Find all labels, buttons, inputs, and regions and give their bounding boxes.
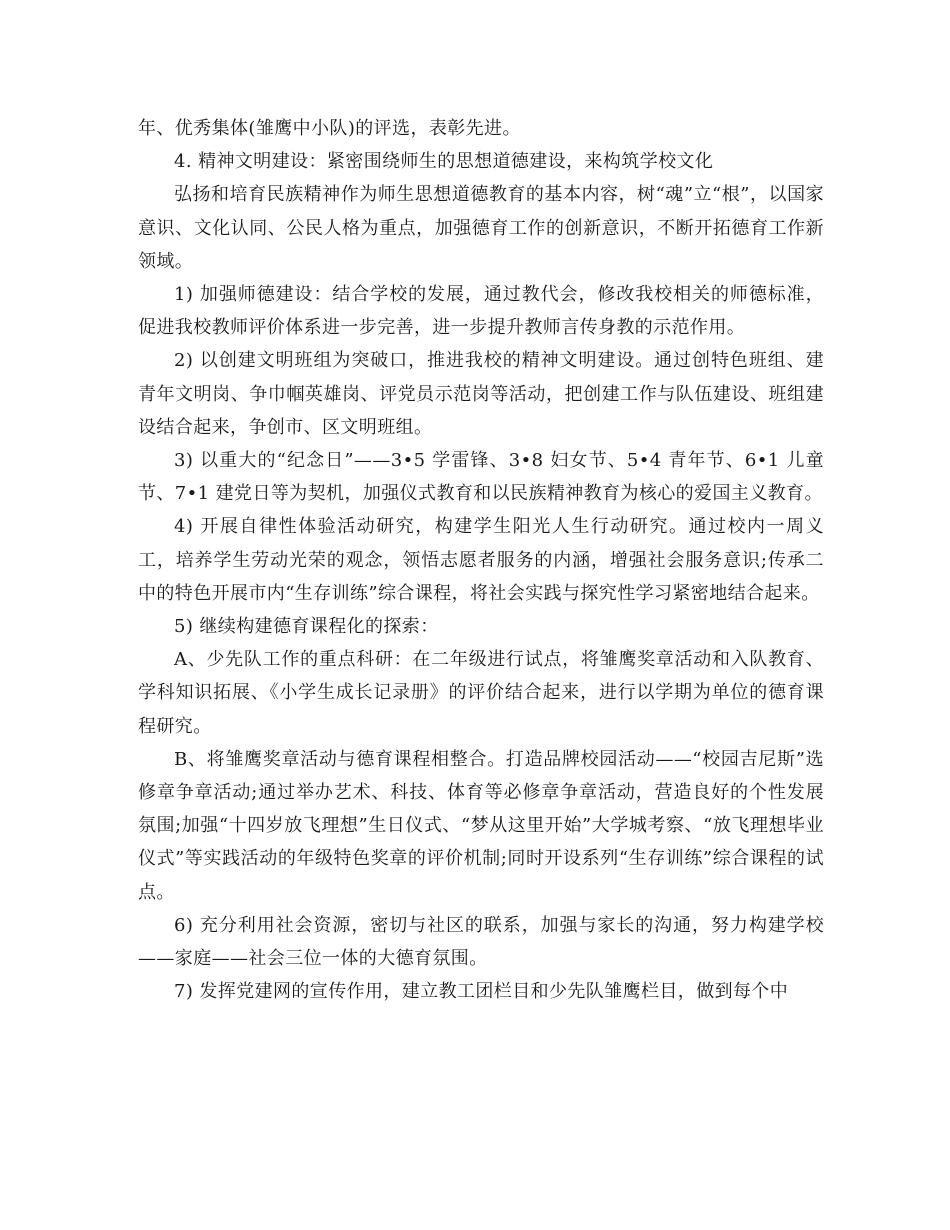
paragraph-item-1: 1) 加强师德建设：结合学校的发展，通过教代会，修改我校相关的师德标准，促进我校教师评价体系进一步完善，进一步提升教师言传身教的示范作用。 (138, 284, 824, 339)
paragraph-item-5a: A、少先队工作的重点科研：在二年级进行试点，将雏鹰奖章活动和入队教育、学科知识拓展、《小学生成长记录册》的评价结合起来，进行以学期为单位的德育课程研究。 (138, 649, 824, 737)
paragraph-item-6: 6) 充分利用社会资源，密切与社区的联系，加强与家长的沟通，努力构建学校——家庭——社会三位一体的大德育氛围。 (138, 914, 824, 970)
paragraph-item-5b: B、将雏鹰奖章活动与德育课程相整合。打造品牌校园活动——“校园吉尼斯”选修章争章活动;通过举办艺术、科技、体育等必修章争章活动，营造良好的个性发展氛围;加强“十四岁放飞理想”生日仪式、“梦从这里开始”大学城考察、“放飞理想毕业仪式”等实践活动的年级特色奖章的评价机制;同时开设系列“生存训练”综合课程的试点。 (138, 748, 824, 903)
paragraph-item-4: 4) 开展自律性体验活动研究，构建学生阳光人生行动研究。通过校内一周义工，培养学生劳动光荣的观念，领悟志愿者服务的内涵，增强社会服务意识;传承二中的特色开展市内“生存训练”综合课程，将社会实践与探究性学习紧密地结合起来。 (138, 516, 824, 604)
paragraph-national-spirit: 弘扬和培育民族精神作为师生思想道德教育的基本内容，树“魂”立“根”，以国家意识、文化认同、公民人格为重点，加强德育工作的创新意识，不断开拓德育工作新领域。 (138, 184, 824, 272)
paragraph-item-2: 2) 以创建文明班组为突破口，推进我校的精神文明建设。通过创特色班组、建青年文明岗、争巾帼英雄岗、评党员示范岗等活动，把创建工作与队伍建设、班组建设结合起来，争创市、区文明班组。 (138, 350, 824, 438)
paragraph-item-7: 7) 发挥党建网的宣传作用，建立教工团栏目和少先队雏鹰栏目，做到每个中 (174, 981, 789, 1003)
paragraph-section-4-heading: 4. 精神文明建设：紧密围绕师生的思想道德建设，来构筑学校文化 (174, 151, 714, 173)
paragraph-continuation: 年、优秀集体(雏鹰中小队)的评选，表彰先进。 (138, 118, 521, 139)
paragraph-item-3: 3) 以重大的“纪念日”——3•5 学雷锋、3•8 妇女节、5•4 青年节、6•1 儿童节、7•1 建党日等为契机，加强仪式教育和以民族精神教育为核心的爱国主义教育。 (138, 450, 824, 505)
document-body (138, 112, 824, 1008)
paragraph-item-5: 5) 继续构建德育课程化的探索： (174, 616, 439, 638)
